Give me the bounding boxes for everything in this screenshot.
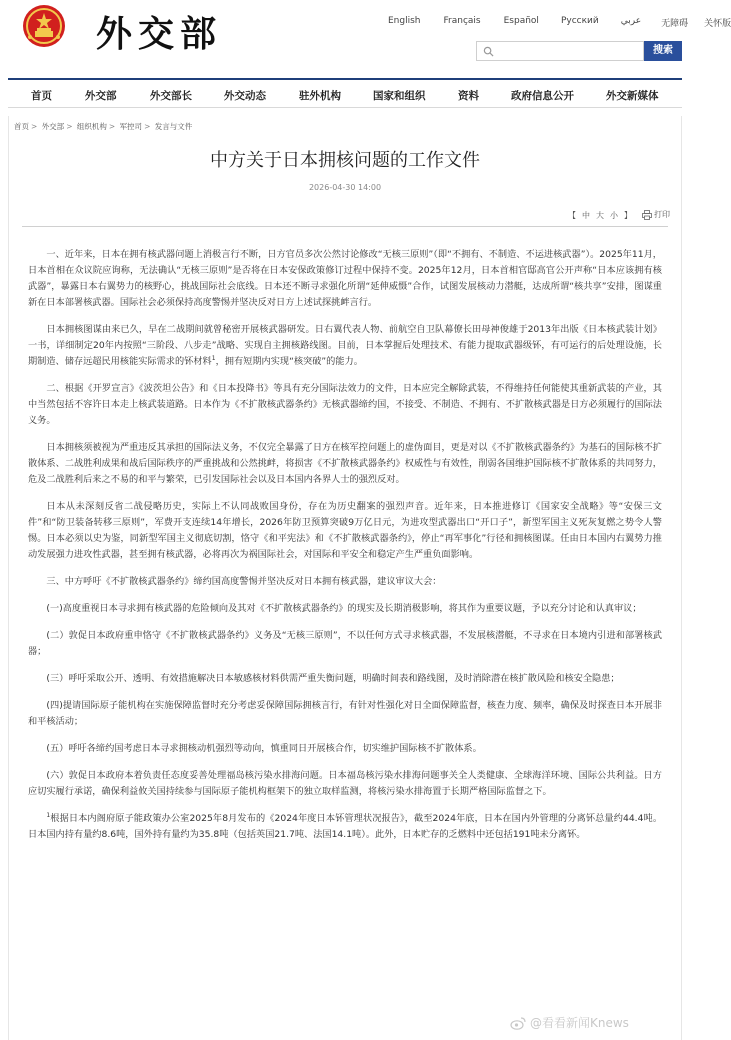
page-title: 中方关于日本拥核问题的工作文件 bbox=[210, 150, 480, 171]
lang-english[interactable]: English bbox=[388, 16, 421, 26]
nav-gov-info[interactable]: 政府信息公开 bbox=[511, 90, 574, 102]
breadcrumb-department[interactable]: 军控司 bbox=[119, 122, 143, 131]
search-icon bbox=[483, 46, 494, 57]
watermark bbox=[510, 1014, 629, 1031]
breadcrumb-organization[interactable]: 组织机构 bbox=[76, 122, 107, 131]
paragraph: 二、根据《开罗宣言》《波茨坦公告》和《日本投降书》等具有充分国际法效力的文件，日本应完全解除武装，不得维持任何能使其重新武装的产业，其中当然包括不容许日本走上核武装道路。日本作为《不扩散核武器条约》无核武器缔约国，不接受、不制造、不拥有、不扩散核武器是日方必须履行的国际法义务。 bbox=[28, 383, 662, 426]
print-label: 打印 bbox=[654, 210, 670, 219]
paragraph: (一)高度重视日本寻求拥有核武器的危险倾向及其对《不扩散核武器条约》的现实及长期消极影响，将其作为重要议题，予以充分讨论和认真审议； bbox=[46, 603, 642, 614]
font-size-small-button[interactable]: 小 bbox=[610, 211, 618, 220]
paragraph: (三）呼吁采取公开、透明、有效措施解决日本敏感核材料供需严重失衡问题，明确时间表和路线图，及时消除潜在核扩散风险和核安全隐患； bbox=[46, 673, 620, 684]
footnote-ref[interactable]: 1 bbox=[211, 354, 216, 362]
breadcrumb: 首页 > 外交部 > 组织机构 > 军控司 > 发言与文件 bbox=[14, 122, 193, 131]
paragraph: (六）敦促日本政府本着负责任态度妥善处理福岛核污染水排海问题。日本福岛核污染水排海问题事关全人类健康、全球海洋环境、国际公共利益。日方应切实履行承诺，确保利益攸关国持续参与国际原子能机构框架下的独立取样监测，将核污染水排海置于长期严格国际监督之下。 bbox=[28, 770, 662, 797]
breadcrumb-home[interactable]: 首页 bbox=[14, 122, 29, 131]
publish-date: 2026-04-30 14:00 bbox=[308, 183, 382, 192]
search-input[interactable] bbox=[476, 41, 644, 61]
nav-activities[interactable]: 外交动态 bbox=[224, 90, 266, 102]
title-divider bbox=[22, 226, 668, 227]
elderly-care-link[interactable]: 关怀版 bbox=[704, 19, 731, 29]
lang-arabic[interactable]: عربي bbox=[620, 16, 642, 26]
footnote: $^1$根据日本内阁府原子能政策办公室2025年8月发布的《2024年度日本钚管理状况报告》，截至2024年底，日本在国内外管理的分离钚总量约44.4吨。日本国内持有量约8.6吨，国外持有量约为35.8吨（包括英国21.7吨、法国14.1吨）。此外，日本贮存的乏燃料中还包括191吨未分离钚。 bbox=[28, 811, 662, 840]
paragraph: 日本从未深刻反省二战侵略历史，实际上不认同战败国身份，存在为历史翻案的强烈声音。近年来，日本推进修订《国家安全战略》等“安保三文件”和“防卫装备转移三原则”，军费开支连续14年增长，2026年防卫预算突破9万亿日元，为进攻型武器出口“开口子”，新型军国主义死灰复燃之势令人警惕。日本必须以史为鉴，同新型军国主义彻底切割，恪守《和平宪法》和《不扩散核武器条约》，停止“再军事化”行径和拥核图谋。任由日本国内右翼势力推动发展强力进攻性武器，甚至拥有核武器，必将再次为祸国际社会，对国际和平安全和稳定产生严重负面影响。 bbox=[28, 501, 662, 560]
nav-countries[interactable]: 国家和组织 bbox=[373, 90, 426, 102]
nav-resources[interactable]: 资料 bbox=[458, 90, 479, 102]
nav-missions[interactable]: 驻外机构 bbox=[299, 90, 341, 102]
lang-spanish[interactable]: Español bbox=[503, 16, 539, 26]
search-button[interactable]: 搜索 bbox=[644, 41, 682, 61]
accessibility-link[interactable]: 无障碍 bbox=[661, 19, 689, 29]
paragraph: 一、近年来，日本在拥有核武器问题上消极言行不断，日方官员多次公然讨论修改“无核三原则”（即“不拥有、不制造、不运进核武器”）。2025年11月，日本首相在众议院应询称，无法确认“无核三原则”是否将在日本安保政策修订过程中保持不变。2025年12月，日本首相官邸高官公开声称“日本应该拥有核武器”，暴露日本右翼势力的核野心，挑战国际社会底线。日本还不断寻求强化所谓“延伸威慑”合作，试图发展核动力潜艇，达成所谓“核共享”安排，图谋重新在日本部署核武器。国际社会必须保持高度警惕并坚决反对日方上述试探挑衅言行。 bbox=[28, 249, 662, 308]
font-size-controls bbox=[565, 210, 635, 221]
nav-minister[interactable]: 外交部长 bbox=[150, 90, 192, 102]
site-header bbox=[0, 0, 731, 78]
site-logo[interactable]: 外交部 bbox=[96, 13, 223, 55]
weibo-icon bbox=[510, 1016, 526, 1030]
font-bracket-close: 】 bbox=[624, 211, 632, 220]
paragraph: (二）敦促日本政府重申恪守《不扩散核武器条约》义务及“无核三原则”，不以任何方式寻求核武器，不发展核潜艇，不寻求在日本境内引进和部署核武器； bbox=[28, 630, 662, 657]
nav-home[interactable]: 首页 bbox=[31, 90, 52, 102]
paragraph: 日本拥核须被视为严重违反其承担的国际法义务，不仅完全暴露了日方在核军控问题上的虚伪面目，更是对以《不扩散核武器条约》为基石的国际核不扩散体系、二战胜利成果和战后国际秩序的严重挑战和公然挑衅，将损害《不扩散核武器条约》权威性与有效性，削弱各国维护国际核不扩散体系的共同努力，危及二战胜利后来之不易的和平与繁荣，已引发国际社会以及日本国内各界人士的强烈反对。 bbox=[28, 442, 662, 485]
footnote-marker: 1 bbox=[46, 811, 51, 819]
lang-french[interactable]: Français bbox=[443, 16, 481, 26]
font-size-medium-button[interactable]: 大 bbox=[596, 211, 604, 220]
paragraph: (四)提请国际原子能机构在实施保障监督时充分考虑妥保障国际拥核言行，有针对性强化对日全面保障监督，核查力度、频率，确保及时探查日本开展非和平核活动； bbox=[28, 700, 662, 727]
lang-russian[interactable]: Русский bbox=[560, 16, 599, 26]
language-switcher bbox=[388, 16, 731, 29]
national-emblem-icon[interactable] bbox=[22, 4, 66, 48]
breadcrumb-ministry[interactable]: 外交部 bbox=[41, 122, 65, 131]
nav-new-media[interactable]: 外交新媒体 bbox=[606, 90, 659, 102]
nav-ministry[interactable]: 外交部 bbox=[85, 90, 117, 102]
paragraph: (五）呼吁各缔约国考虑日本寻求拥核动机强烈等动向，慎重同日开展核合作，切实维护国际核不扩散体系。 bbox=[46, 743, 482, 754]
print-button[interactable] bbox=[642, 209, 670, 220]
printer-icon bbox=[642, 210, 652, 220]
main-nav bbox=[8, 78, 682, 108]
watermark-text: @看看新闻Knews bbox=[530, 1016, 629, 1030]
breadcrumb-current[interactable]: 发言与文件 bbox=[154, 122, 193, 131]
font-size-large-button[interactable]: 中 bbox=[582, 211, 590, 220]
paragraph: 三、中方呼吁《不扩散核武器条约》缔约国高度警惕并坚决反对日本拥有核武器，建议审议大会： bbox=[46, 576, 442, 587]
article-body bbox=[28, 247, 662, 854]
font-bracket-open: 【 bbox=[568, 211, 576, 220]
paragraph: 日本拥核图谋由来已久，早在二战期间就曾秘密开展核武器研发。日右翼代表人物、前航空自卫队幕僚长田母神俊雄于2013年出版《日本核武装计划》一书，详细制定20年内按照“三阶段、八步走”战略、实现自主拥核路线图。目前，日本掌握后处理技术、有能力提取武器级钚，有可运行的后处理设施，长期制造、储存远超民用核能实际需求的钚材料$^1$，拥有短期内实现“核突破”的能力。 bbox=[28, 324, 662, 367]
